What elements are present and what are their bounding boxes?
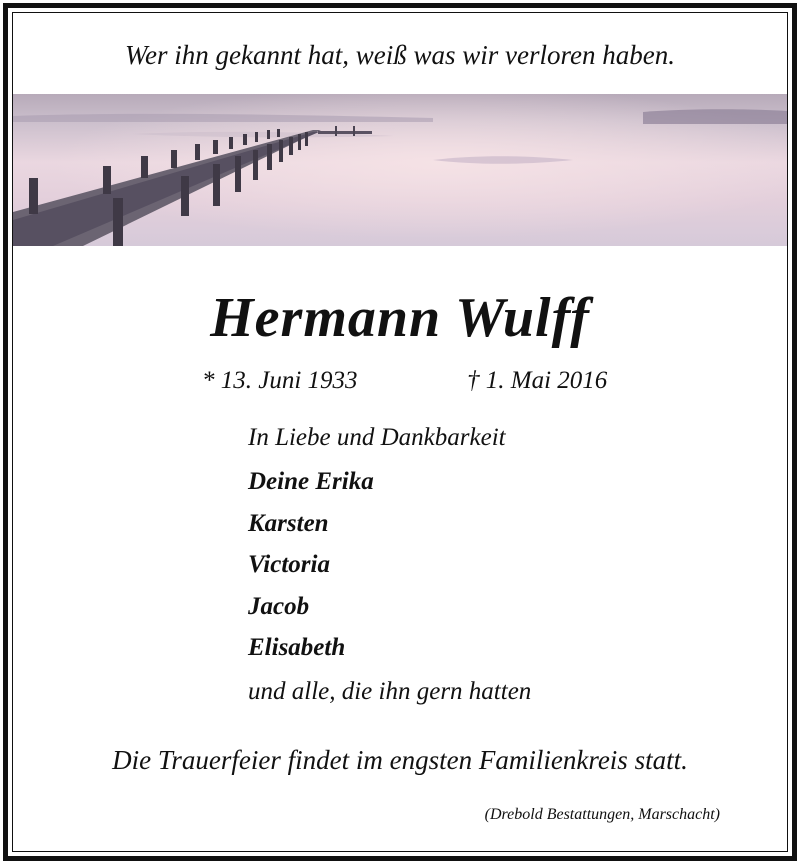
mourner-name: Victoria	[248, 551, 330, 578]
death-date: † 1. Mai 2016	[467, 367, 608, 394]
mourner-name: Elisabeth	[248, 634, 346, 661]
jetty-lake-photo	[13, 94, 787, 246]
mourner-name: Karsten	[248, 510, 329, 537]
motto-quote: Wer ihn gekannt hat, weiß was wir verloren haben.	[125, 40, 675, 70]
deceased-name: Hermann Wulff	[210, 287, 590, 349]
undertaker-credit: (Drebold Bestattungen, Marschacht)	[484, 806, 720, 823]
mourners-intro: In Liebe und Dankbarkeit	[248, 424, 506, 451]
mourner-name: Jacob	[248, 593, 310, 620]
mourner-name: Deine Erika	[248, 468, 374, 495]
birth-date: * 13. Juni 1933	[202, 367, 358, 394]
funeral-notice: Die Trauerfeier findet im engsten Familienkreis statt.	[112, 745, 688, 775]
mourners-closing: und alle, die ihn gern hatten	[248, 678, 532, 705]
